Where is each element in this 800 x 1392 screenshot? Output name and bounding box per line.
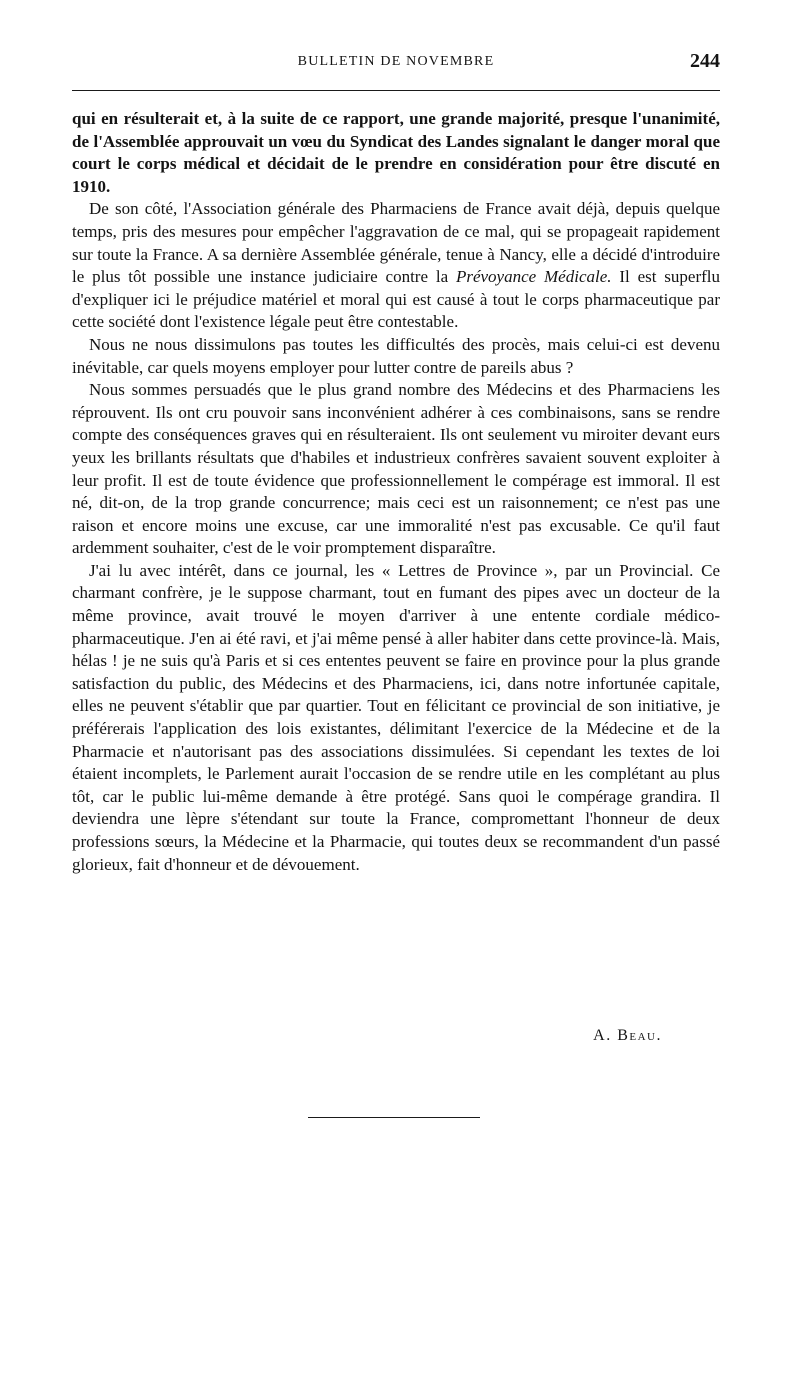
- page-number: 244: [690, 50, 720, 72]
- paragraph-5: J'ai lu avec intérêt, dans ce journal, les « Lettres de Province », par un Provincial. Ce charmant confrère, je le suppose charmant, tout en fumant des pipes avec un docteur de la même province, avait trouvé le moyen d'arriver à une entente cordiale médico-pharmaceutique. J'en ai été ravi, et j'ai même pensé à aller habiter dans cette province-là. Mais, hélas ! je ne suis qu'à Paris et si ces ententes peuvent se faire en province pour la plus grande satisfaction du public, des Médecins et des Pharmaciens, ici, dans notre infortunée capitale, elles ne peuvent s'établir que par quartier. Tout en félicitant ce provincial de son initiative, je préférerais l'application des lois existantes, délimitant l'exercice de la Médecine et de la Pharmacie et n'autorisant pas des associations dissimulées. Si cependant les textes de loi étaient incomplets, le Parlement aurait l'occasion de se rendre utile en les complétant au plus tôt, car le public lui-même demande à être protégé. Sans quoi le compérage grandira. Il deviendra une lèpre s'étendant sur toute la France, compromettant l'honneur de deux professions sœurs, la Médecine et la Pharmacie, qui toutes deux se recommandent d'un passé glorieux, fait d'honneur et de dévouement.: [72, 560, 720, 874]
- paragraph-2-after: Il est superflu d'expliquer ici le préjudice matériel et moral qui est causé à tout le corps pharmaceutique par cette société dont l'existence légale peut être contestable.: [72, 267, 720, 332]
- paragraph-1: qui en résulterait et, à la suite de ce rapport, une grande majorité, presque l'unanimité, de l'Assemblée approuvait un vœu du Syndicat des Landes signalant le danger moral que court le corps médical et décidait de le prendre en considération pour être discuté en 1910.: [72, 109, 720, 196]
- end-of-article-rule: [308, 1117, 480, 1118]
- paragraph-2-italic-title: Prévoyance Médicale.: [455, 267, 612, 287]
- paragraph-2-before: De son côté, l'Association générale des Pharmaciens de France avait déjà, depuis quelque temps, pris des mesures pour empêcher l'aggravation de ce mal, qui se propageait rapidement sur toute la France. A sa dernière Assemblée générale, tenue à Nancy, elle a décidé d'introduire le plus tôt possible une instance judiciaire contre la: [72, 199, 720, 287]
- header-rule: [72, 90, 720, 91]
- running-title: BULLETIN DE NOVEMBRE: [297, 54, 495, 69]
- running-header: [72, 50, 720, 80]
- article-body: [72, 108, 720, 876]
- paragraph-2: [72, 198, 720, 334]
- author-signature: A. Beau.: [593, 1027, 662, 1044]
- paragraph-3: Nous ne nous dissimulons pas toutes les difficultés des procès, mais celui-ci est devenu inévitable, car quels moyens employer pour lutter contre de pareils abus ?: [72, 334, 720, 377]
- paragraph-4: Nous sommes persuadés que le plus grand nombre des Médecins et des Pharmaciens les réprouvent. Ils ont cru pouvoir sans inconvénient adhérer à ces combinaisons, sans se rendre compte des conséquences graves qui en résulteraient. Ils ont seulement vu miroiter devant eurs yeux les brillants résultats que d'habiles et industrieux confrères savaient souvent exploiter à leur profit. Il est de toute évidence que professionnellement le compérage est immoral. Il est né, dit-on, de la trop grande concurrence; mais ceci est un raisonnement; ce n'est pas une raison et encore moins une excuse, car une immoralité n'est pas excusable. Ce qu'il faut ardemment souhaiter, c'est de le voir promptement disparaître.: [72, 380, 720, 558]
